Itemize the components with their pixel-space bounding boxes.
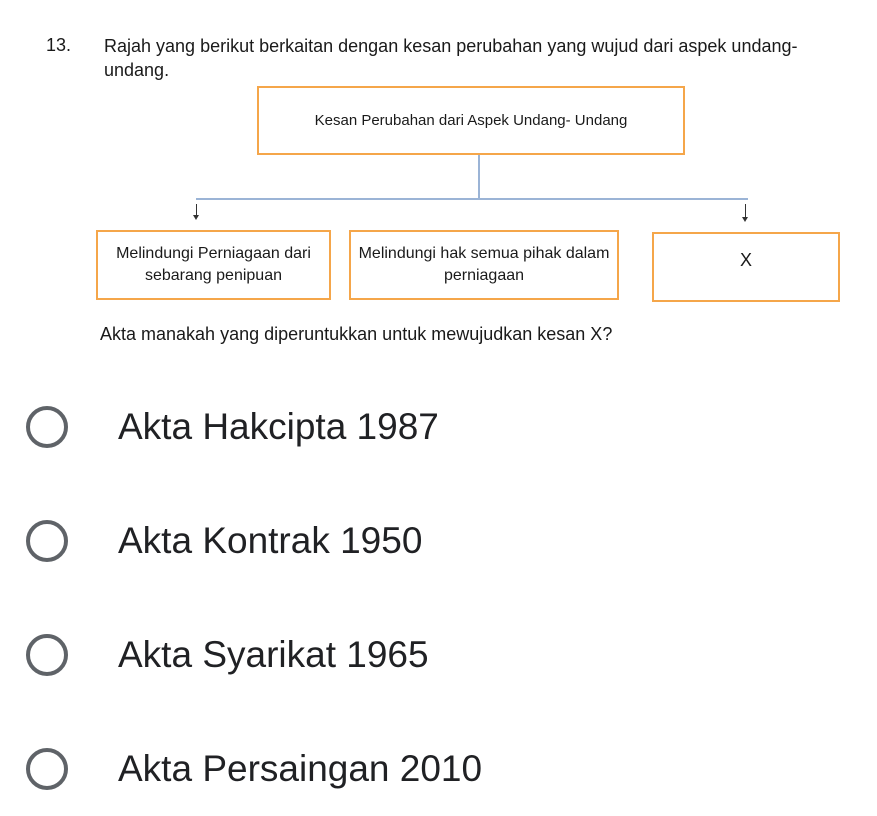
radio-button-icon[interactable] xyxy=(26,634,68,676)
arrow-down-icon xyxy=(742,217,748,222)
answer-option-label: Akta Persaingan 2010 xyxy=(118,748,483,789)
arrow-down-icon xyxy=(193,215,199,220)
answer-option-label: Akta Kontrak 1950 xyxy=(118,520,423,561)
arrow-stem-right xyxy=(745,204,746,218)
radio-button-icon[interactable] xyxy=(26,748,68,790)
answer-option-1[interactable] xyxy=(26,399,439,455)
question-text: Rajah yang berikut berkaitan dengan kesan perubahan yang wujud dari aspek undang- undang. xyxy=(104,36,798,80)
sub-question-text: Akta manakah yang diperuntukkan untuk mewujudkan kesan X? xyxy=(100,324,613,344)
question-number: 13. xyxy=(46,35,72,55)
radio-button-icon[interactable] xyxy=(26,520,68,562)
answer-option-2[interactable] xyxy=(26,513,422,569)
answer-option-3[interactable] xyxy=(26,627,429,683)
answer-option-label: Akta Syarikat 1965 xyxy=(118,634,429,675)
diagram-child-box-2: Melindungi hak semua pihak dalam perniagaan xyxy=(349,230,619,300)
answer-option-4[interactable] xyxy=(26,741,482,797)
diagram-child-box-x: X xyxy=(652,232,840,302)
answer-option-label: Akta Hakcipta 1987 xyxy=(118,406,439,447)
connector-vertical-top xyxy=(478,155,480,199)
connector-horizontal xyxy=(196,198,748,200)
radio-button-icon[interactable] xyxy=(26,406,68,448)
diagram-child-box-1: Melindungi Perniagaan dari sebarang penipuan xyxy=(96,230,331,300)
diagram-top-box: Kesan Perubahan dari Aspek Undang- Undang xyxy=(257,86,685,155)
